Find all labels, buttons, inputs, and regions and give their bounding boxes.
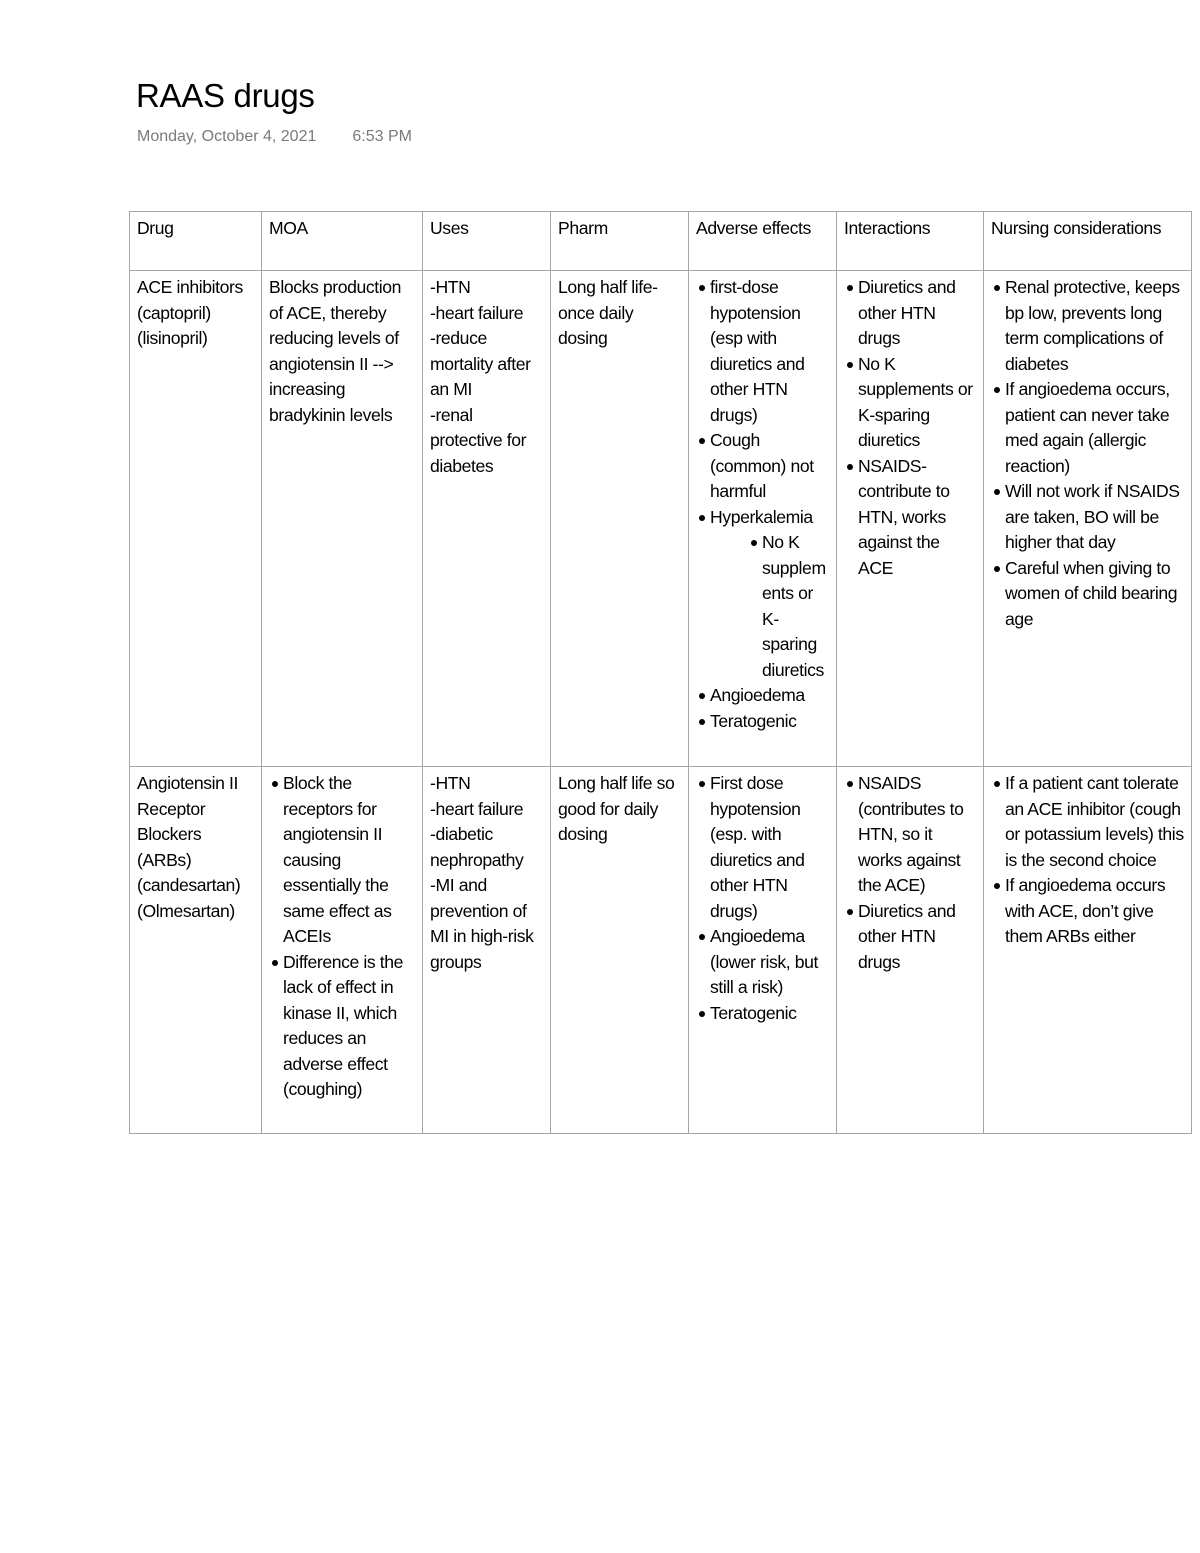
interactions-list [844, 771, 978, 975]
page-meta [137, 126, 412, 148]
header-cell-drug: Drug [130, 212, 262, 271]
list-item: Teratogenic [696, 1001, 831, 1027]
table-header-row [130, 212, 1192, 271]
sub-list [748, 530, 831, 683]
header-cell-moa: MOA [262, 212, 423, 271]
cell-uses [423, 271, 551, 767]
list-item [696, 505, 831, 684]
cell-nursing-considerations [984, 767, 1192, 1134]
header-cell-uses: Uses [423, 212, 551, 271]
list-item: Diuretics and other HTN drugs [844, 899, 978, 976]
list-item: First dose hypotension (esp. with diuretics and other HTN drugs) [696, 771, 831, 924]
list-item: Teratogenic [696, 709, 831, 735]
cell-interactions [837, 271, 984, 767]
cell-moa: Blocks production of ACE, thereby reducing levels of angiotensin II --> increasing bradykinin levels [262, 271, 423, 767]
list-item: first-dose hypotension (esp with diuretics and other HTN drugs) [696, 275, 831, 428]
cell-uses [423, 767, 551, 1134]
list-item: Angioedema [696, 683, 831, 709]
list-item: NSAIDS- contribute to HTN, works against the ACE [844, 454, 978, 582]
cell-pharm: Long half life so good for daily dosing [551, 767, 689, 1134]
list-item: If angioedema occurs with ACE, don’t give them ARBs either [991, 873, 1186, 950]
list-item-text: Hyperkalemia [710, 506, 813, 527]
uses-text: -HTN -heart failure -diabetic nephropathy -MI and prevention of MI in high-risk groups [430, 773, 534, 972]
list-item: Block the receptors for angiotensin II causing essentially the same effect as ACEIs [269, 771, 417, 950]
header-cell-pharm: Pharm [551, 212, 689, 271]
list-item: If angioedema occurs, patient can never take med again (allergic reaction) [991, 377, 1186, 479]
list-item: Will not work if NSAIDS are taken, BO will be higher that day [991, 479, 1186, 556]
uses-text: -HTN -heart failure -reduce mortality after an MI -renal protective for diabetes [430, 277, 531, 476]
nursing-list [991, 275, 1186, 632]
list-item: Angioedema (lower risk, but still a risk) [696, 924, 831, 1001]
table-row-arbs [130, 767, 1192, 1134]
page-date: Monday, October 4, 2021 [137, 128, 317, 145]
cell-adverse-effects [689, 271, 837, 767]
cell-pharm: Long half life- once daily dosing [551, 271, 689, 767]
list-item: Diuretics and other HTN drugs [844, 275, 978, 352]
list-item: No K supplements or K-sparing diuretics [844, 352, 978, 454]
header-cell-interactions: Interactions [837, 212, 984, 271]
list-item: Renal protective, keeps bp low, prevents long term complications of diabetes [991, 275, 1186, 377]
adverse-effects-list [696, 771, 831, 1026]
page-title: RAAS drugs [136, 77, 315, 114]
list-item: Difference is the lack of effect in kinase II, which reduces an adverse effect (coughing) [269, 950, 417, 1103]
moa-list [269, 771, 417, 1103]
list-item: NSAIDS (contributes to HTN, so it works against the ACE) [844, 771, 978, 899]
cell-drug: Angiotensin II Receptor Blockers (ARBs) (candesartan) (Olmesartan) [130, 767, 262, 1134]
header-cell-adverse-effects: Adverse effects [689, 212, 837, 271]
header-cell-nursing-considerations: Nursing considerations [984, 212, 1192, 271]
cell-moa [262, 767, 423, 1134]
list-item: No K supplements or K-sparing diuretics [748, 530, 831, 683]
cell-nursing-considerations [984, 271, 1192, 767]
cell-adverse-effects [689, 767, 837, 1134]
raas-drugs-table [129, 211, 1192, 1134]
interactions-list [844, 275, 978, 581]
cell-interactions [837, 767, 984, 1134]
page-time: 6:53 PM [352, 128, 412, 145]
nursing-list [991, 771, 1186, 950]
table-row-ace-inhibitors [130, 271, 1192, 767]
list-item: Careful when giving to women of child bearing age [991, 556, 1186, 633]
adverse-effects-list [696, 275, 831, 734]
list-item: If a patient cant tolerate an ACE inhibitor (cough or potassium levels) this is the second choice [991, 771, 1186, 873]
list-item: Cough (common) not harmful [696, 428, 831, 505]
cell-drug: ACE inhibitors (captopril) (lisinopril) [130, 271, 262, 767]
